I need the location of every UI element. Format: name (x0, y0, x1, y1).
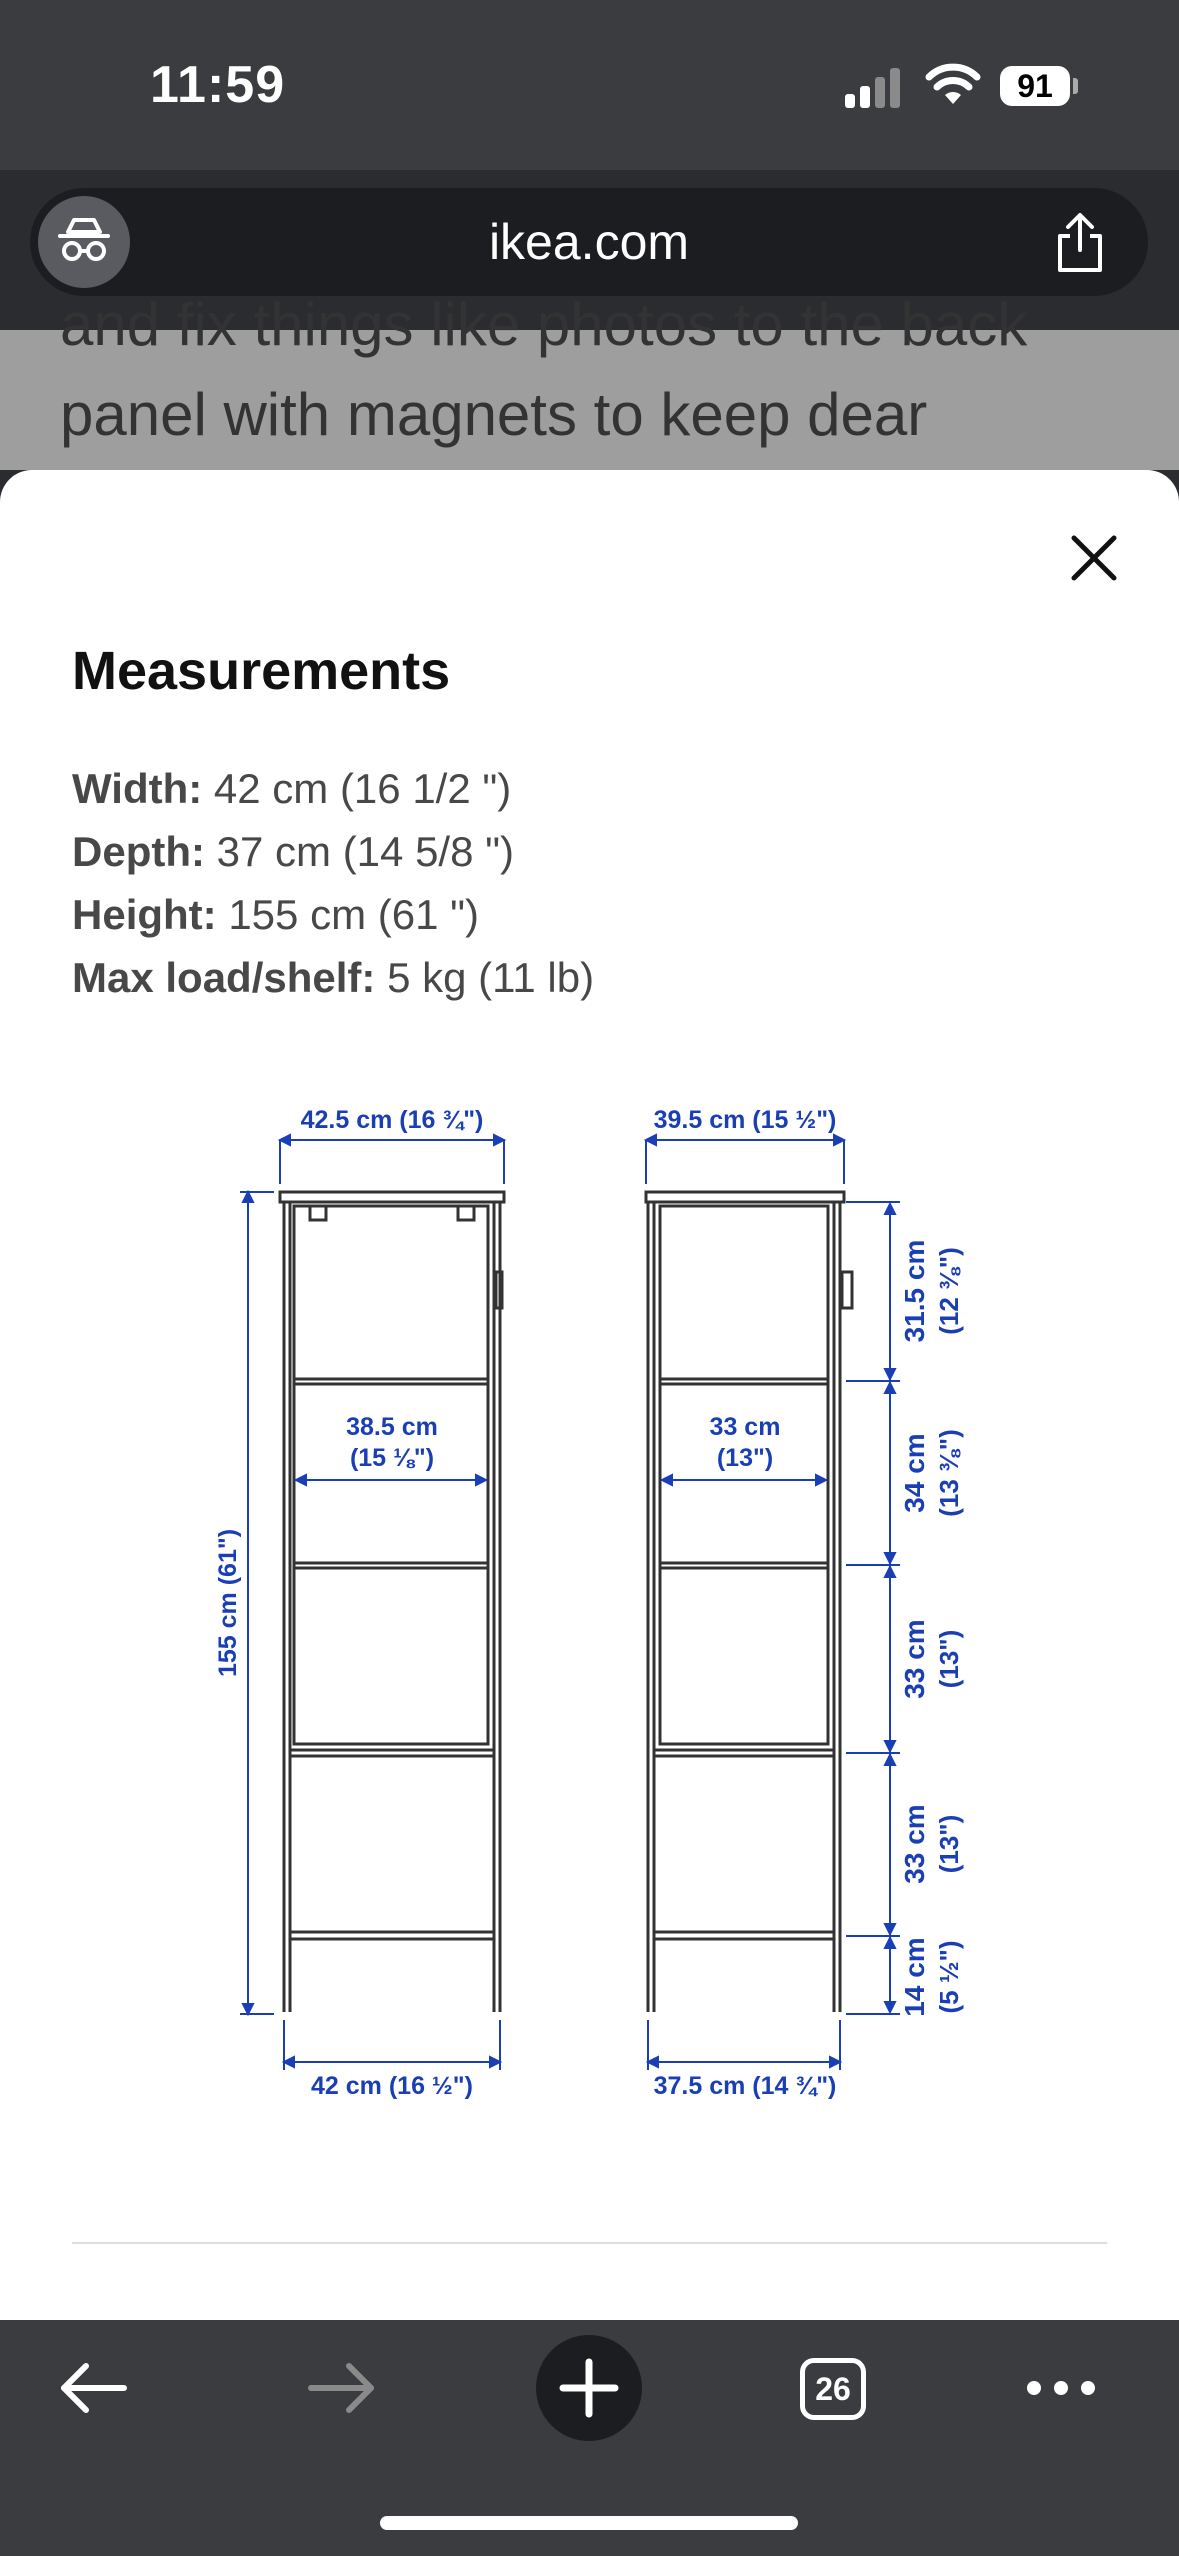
front-bottom-width-label: 42 cm (16 ½") (311, 2072, 473, 2100)
spec-label: Depth: (72, 828, 205, 875)
spec-width (72, 765, 511, 813)
shelf-gap-label-imperial: (5 ½") (934, 1940, 964, 2014)
side-inner-depth-label: 33 cm (709, 1413, 781, 1441)
battery-icon (1000, 66, 1070, 106)
new-tab-button[interactable] (536, 2335, 642, 2441)
front-top-width-label: 42.5 cm (16 ¾") (300, 1106, 484, 1134)
spec-height (72, 891, 479, 939)
sheet-title: Measurements (72, 641, 451, 701)
side-bottom-depth-label: 37.5 cm (14 ¾") (653, 2072, 837, 2100)
address-bar[interactable] (30, 188, 1148, 296)
front-glass-door (294, 1206, 488, 1744)
cellular-signal-icon (845, 68, 905, 108)
more-options-icon[interactable] (1024, 2376, 1098, 2400)
spec-value: 155 cm (61 ") (228, 891, 479, 938)
front-inner-width-label-imperial: (15 ⅛") (349, 1444, 435, 1472)
share-icon[interactable] (1050, 212, 1110, 274)
spec-depth (72, 828, 514, 876)
divider (72, 2242, 1107, 2244)
shelf-gap-label: 33 cm (899, 1619, 930, 1699)
spec-label: Max load/shelf: (72, 954, 376, 1001)
background-page (0, 291, 1179, 470)
back-arrow-icon[interactable] (58, 2360, 130, 2416)
dimension-diagram (0, 1080, 1179, 2120)
background-text-line: and fix things like photos to the back (60, 291, 1028, 358)
side-inner-depth-label-imperial: (13") (716, 1444, 774, 1472)
shelf-gap-label: 14 cm (899, 1937, 930, 2017)
shelf-gap-label: 33 cm (899, 1804, 930, 1884)
plus-icon (536, 2335, 642, 2441)
shelf-gap-label-imperial: (12 ⅜") (934, 1247, 964, 1335)
tab-switcher-button[interactable]: 26 (800, 2358, 866, 2420)
side-glass-door (660, 1206, 828, 1744)
spec-value: 42 cm (16 1/2 ") (213, 765, 512, 812)
wifi-icon (925, 62, 981, 106)
battery-tip (1073, 78, 1078, 94)
side-top-panel (646, 1192, 844, 1202)
shelf-gap-label-imperial: (13") (934, 1629, 964, 1689)
spec-value: 37 cm (14 5/8 ") (216, 828, 515, 875)
side-top-depth-label: 39.5 cm (15 ½") (653, 1106, 837, 1134)
spec-value: 5 kg (11 lb) (387, 954, 595, 1001)
spec-max-load (72, 954, 594, 1002)
shelf-gap-label-imperial: (13") (934, 1814, 964, 1874)
url-text[interactable]: ikea.com (488, 214, 690, 270)
front-height-label: 155 cm (61") (214, 1528, 242, 1678)
shelf-gap-label-imperial: (13 ⅜") (934, 1429, 964, 1517)
shelf-gap-label: 34 cm (899, 1433, 930, 1513)
status-bar (0, 0, 1179, 170)
front-top-panel (280, 1192, 504, 1202)
shelf-gap-label: 31.5 cm (899, 1239, 930, 1343)
front-inner-width-label: 38.5 cm (346, 1413, 438, 1441)
forward-arrow-icon[interactable] (305, 2360, 377, 2416)
battery-level: 91 (1017, 68, 1053, 104)
spec-label: Height: (72, 891, 217, 938)
background-text-line: panel with magnets to keep dear (60, 381, 928, 448)
spec-label: Width: (72, 765, 203, 812)
close-icon[interactable] (1068, 532, 1120, 584)
status-time: 11:59 (150, 56, 286, 114)
home-indicator (380, 2516, 798, 2530)
